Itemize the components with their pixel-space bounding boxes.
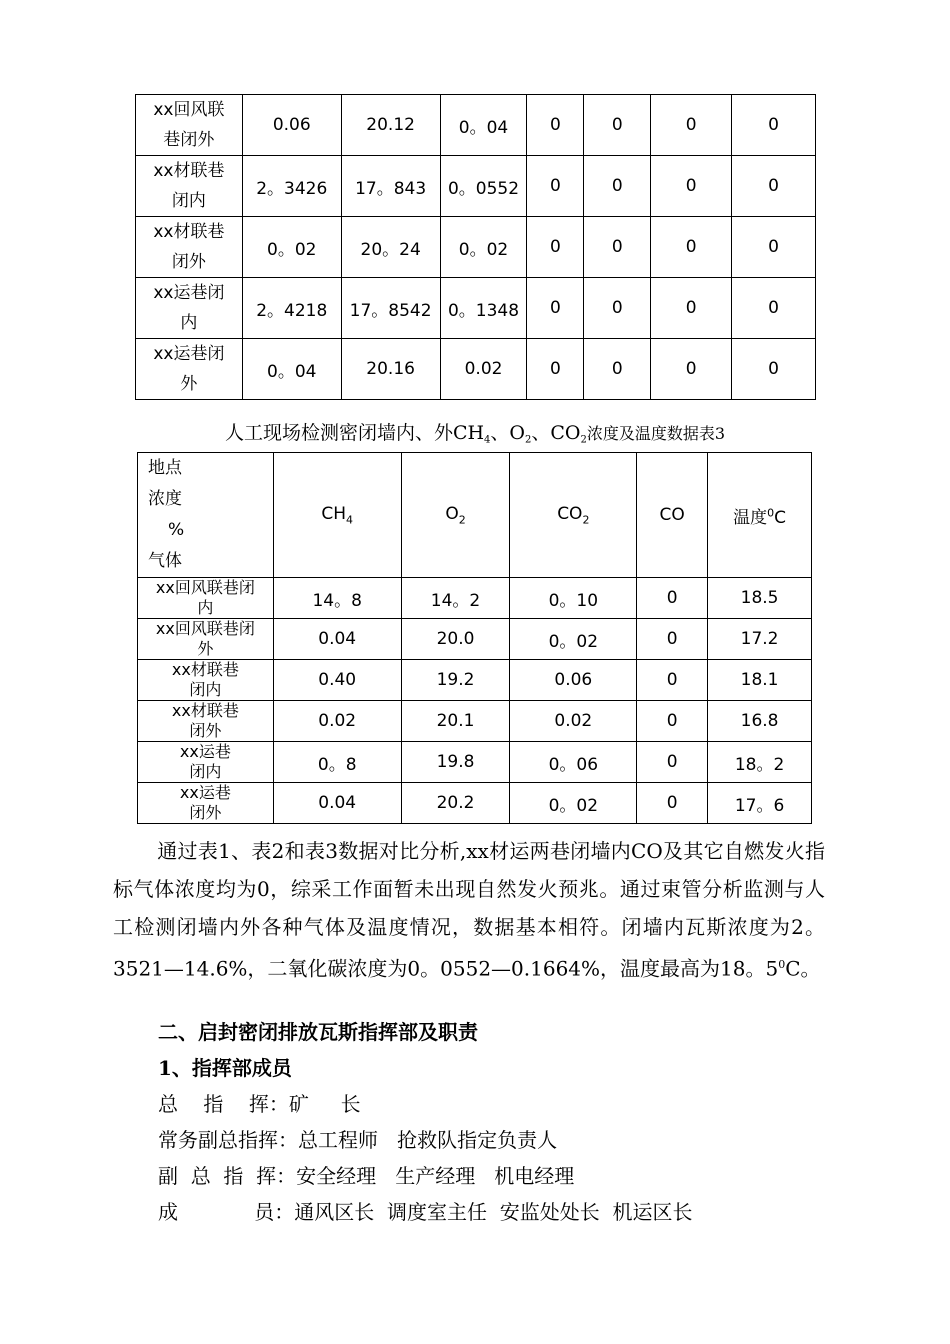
value-cell: 0.02 xyxy=(510,701,637,742)
value-cell: 0 xyxy=(732,95,816,156)
value-cell: 0。02 xyxy=(242,217,341,278)
value-cell: 19.2 xyxy=(401,660,510,701)
location-cell: xx回风联 巷闭外 xyxy=(136,95,243,156)
value-cell: 0.04 xyxy=(273,619,401,660)
table-row xyxy=(138,783,812,824)
location-cell: xx材联巷 闭外 xyxy=(138,701,274,742)
value-cell: 0。02 xyxy=(510,783,637,824)
value-cell: 0 xyxy=(651,278,732,339)
value-cell: 20.1 xyxy=(401,701,510,742)
member-line: 总 指 挥：矿 长 xyxy=(158,1092,361,1116)
value-cell: 18.1 xyxy=(708,660,812,701)
value-cell: 0.40 xyxy=(273,660,401,701)
value-cell: 20.0 xyxy=(401,619,510,660)
value-cell: 0。04 xyxy=(440,95,527,156)
value-cell: 0.06 xyxy=(510,660,637,701)
value-cell: 2。3426 xyxy=(242,156,341,217)
value-cell: 17。8542 xyxy=(341,278,440,339)
value-cell: 0 xyxy=(651,339,732,400)
value-cell: 0。0552 xyxy=(440,156,527,217)
value-cell: 20.16 xyxy=(341,339,440,400)
table-row xyxy=(136,95,816,156)
location-cell: xx材联巷 闭内 xyxy=(138,660,274,701)
member-line: 成 员：通风区长 调度室主任 安监处处长 机运区长 xyxy=(158,1200,693,1224)
location-cell: xx运巷 闭内 xyxy=(138,742,274,783)
value-cell: 0。06 xyxy=(510,742,637,783)
table-row xyxy=(136,278,816,339)
value-cell: 0 xyxy=(732,339,816,400)
value-cell: 18。2 xyxy=(708,742,812,783)
value-cell: 0 xyxy=(584,339,651,400)
value-cell: 0.02 xyxy=(273,701,401,742)
member-line: 常务副总指挥：总工程师 抢救队指定负责人 xyxy=(158,1128,558,1152)
location-cell: xx运巷闭 内 xyxy=(136,278,243,339)
value-cell: 0 xyxy=(527,95,584,156)
table-row xyxy=(138,619,812,660)
gas-data-table-3 xyxy=(137,452,812,824)
location-cell: xx运巷闭 外 xyxy=(136,339,243,400)
value-cell: 0 xyxy=(584,217,651,278)
header-o2: $O_2$ xyxy=(401,453,510,578)
corner-header: 地点 浓度 % 气体 xyxy=(138,453,274,578)
value-cell: 0 xyxy=(637,578,708,619)
value-cell: 0.06 xyxy=(242,95,341,156)
location-cell: xx材联巷 闭外 xyxy=(136,217,243,278)
value-cell: 0.04 xyxy=(273,783,401,824)
value-cell: 18.5 xyxy=(708,578,812,619)
value-cell: 0 xyxy=(637,783,708,824)
value-cell: 19.8 xyxy=(401,742,510,783)
value-cell: 0 xyxy=(651,156,732,217)
value-cell: 0 xyxy=(527,217,584,278)
value-cell: 20.2 xyxy=(401,783,510,824)
table-row xyxy=(138,660,812,701)
value-cell: 0 xyxy=(584,156,651,217)
value-cell: 0 xyxy=(527,156,584,217)
table-3-caption: 人工现场检测密闭墙内、外$CH_4$、$O_2$、$CO_2$浓度及温度数据表3 xyxy=(224,422,726,446)
location-cell: xx运巷 闭外 xyxy=(138,783,274,824)
value-cell: 20。24 xyxy=(341,217,440,278)
header-temperature: 温度$^0$C xyxy=(708,453,812,578)
value-cell: 17。843 xyxy=(341,156,440,217)
value-cell: 0 xyxy=(584,278,651,339)
table-row xyxy=(136,217,816,278)
value-cell: 0 xyxy=(651,217,732,278)
value-cell: 20.12 xyxy=(341,95,440,156)
table-row xyxy=(138,742,812,783)
value-cell: 0.02 xyxy=(440,339,527,400)
table-header-row xyxy=(138,453,812,578)
value-cell: 0 xyxy=(584,95,651,156)
value-cell: 2。4218 xyxy=(242,278,341,339)
value-cell: 17。6 xyxy=(708,783,812,824)
value-cell: 0。02 xyxy=(510,619,637,660)
value-cell: 0 xyxy=(637,701,708,742)
value-cell: 0。10 xyxy=(510,578,637,619)
value-cell: 16.8 xyxy=(708,701,812,742)
table-row xyxy=(136,339,816,400)
location-cell: xx回风联巷闭 外 xyxy=(138,619,274,660)
value-cell: 0。8 xyxy=(273,742,401,783)
value-cell: 17.2 xyxy=(708,619,812,660)
value-cell: 0 xyxy=(637,660,708,701)
analysis-paragraph: 通过表1、表2和表3数据对比分析,xx材运两巷闭墙内CO及其它自燃发火指标气体浓度均为0，综采工作面暂未出现自然发火预兆。通过束管分析监测与人工检测闭墙内外各种气体及温度情况，数据基本相符。闭墙内瓦斯浓度为2。3521—14.6%，二氧化碳浓度为0。0552—0.1664%，温度最高为18。$5^0C$。 xyxy=(113,839,825,981)
value-cell: 0 xyxy=(527,278,584,339)
table-row xyxy=(138,701,812,742)
location-cell: xx材联巷 闭内 xyxy=(136,156,243,217)
value-cell: 0。02 xyxy=(440,217,527,278)
location-cell: xx回风联巷闭 内 xyxy=(138,578,274,619)
value-cell: 0。04 xyxy=(242,339,341,400)
value-cell: 0 xyxy=(732,278,816,339)
table-row xyxy=(138,578,812,619)
header-ch4: $CH_4$ xyxy=(273,453,401,578)
gas-data-table-2 xyxy=(135,94,816,400)
section-title: 二、启封密闭排放瓦斯指挥部及职责 xyxy=(158,1020,478,1044)
value-cell: 0 xyxy=(651,95,732,156)
value-cell: 14。2 xyxy=(401,578,510,619)
value-cell: 0 xyxy=(637,619,708,660)
value-cell: 0 xyxy=(637,742,708,783)
value-cell: 0。1348 xyxy=(440,278,527,339)
value-cell: 0 xyxy=(732,156,816,217)
header-co2: $CO_2$ xyxy=(510,453,637,578)
header-co: CO xyxy=(637,453,708,578)
member-line: 副 总 指 挥：安全经理 生产经理 机电经理 xyxy=(158,1164,575,1188)
value-cell: 14。8 xyxy=(273,578,401,619)
value-cell: 0 xyxy=(732,217,816,278)
table-row xyxy=(136,156,816,217)
value-cell: 0 xyxy=(527,339,584,400)
subsection-title: 1、指挥部成员 xyxy=(158,1056,292,1080)
